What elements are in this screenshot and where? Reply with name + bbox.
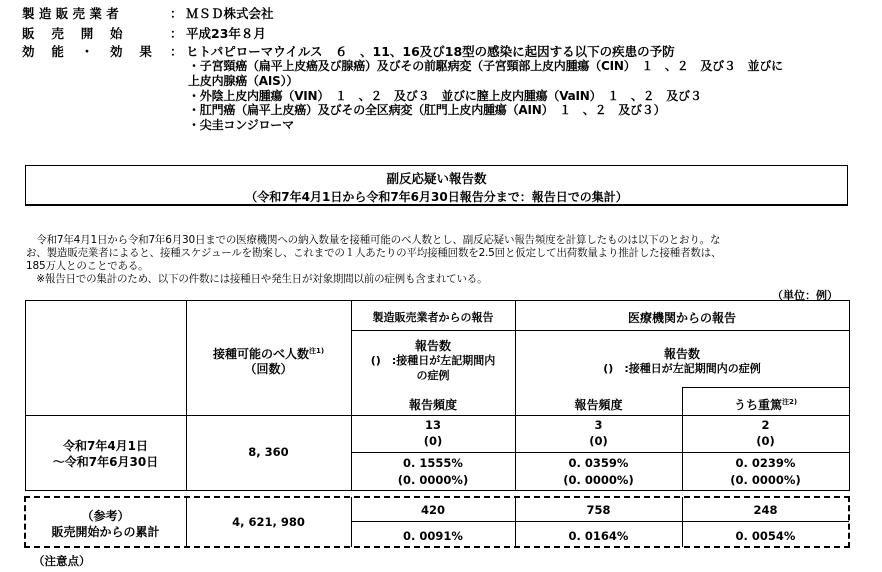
cumulative-serious-count: 248 [753, 503, 778, 517]
unit-label: （単位：例） [772, 289, 838, 302]
table-border [682, 387, 850, 388]
table-border [25, 415, 850, 416]
table-border [849, 300, 850, 490]
report-title: 副反応疑い報告数 [386, 171, 487, 186]
cases-note: の症例 [416, 369, 450, 382]
serious-count: 2 [761, 418, 770, 432]
serious-label: うち重篤 [733, 398, 782, 412]
report-title-box [25, 165, 848, 205]
table-border [351, 452, 850, 453]
efficacy-label: 効 能 ・ 効 果 [22, 44, 152, 59]
cumulative-mfr-frequency: 0. 0091% [403, 529, 463, 543]
report-count-header: 報告数 [663, 347, 700, 361]
efficacy-bullet: ・肛門癌（扁平上皮癌）及びその全区病変（肛門上皮内腫瘍（AIN） １ 、２ 及び３） [188, 103, 666, 117]
report-period: （令和7年4月1日から令和7年6月30日報告分まで：報告日での集計） [245, 190, 628, 204]
note-mark: 注2) [781, 398, 798, 406]
cumulative-label: 販売開始からの累計 [51, 525, 160, 539]
mfr-frequency-paren: (0. 0000%) [397, 473, 469, 487]
table-border [351, 521, 849, 522]
medical-reports-header: 医療機関からの報告 [627, 311, 736, 325]
divider [25, 205, 848, 206]
med-count-paren: (0) [589, 434, 608, 448]
report-count-header: 報告数 [414, 339, 451, 353]
serious-header [682, 396, 849, 413]
paren-note: () :接種日が左記期間内 [370, 354, 496, 367]
efficacy-bullet: ・子宮頸癌（扁平上皮癌及び腺癌）及びその前駆病変（子宮頸部上皮内腫瘍（CIN） １ 、２ 及び３ 並びに [188, 59, 783, 73]
vaccinations-label: 接種可能のべ人数 [212, 347, 309, 361]
period-end: ～令和7年6月30日 [52, 455, 159, 469]
table-border [186, 300, 187, 490]
serious-frequency: 0. 0239% [735, 456, 796, 470]
manufacturer-value: ＭＳＤ株式会社 [186, 6, 274, 21]
efficacy-bullet: ・外陰上皮内腫瘍（VIN） １ 、２ 及び３ 並びに膣上皮内腫瘍（VaIN） １ 、２ 及び３ [188, 89, 702, 103]
mfr-count: 13 [424, 418, 441, 432]
colon: ： [170, 26, 183, 41]
description-line: お、製造販売業者によると、接種スケジュールを勘案し、これまでの１人あたりの平均接種回数を2.5回と仮定して出荷数量より推計した接種者数は、 [26, 247, 722, 259]
mfr-frequency: 0. 1555% [403, 456, 463, 470]
cumulative-serious-frequency: 0. 0054% [735, 529, 796, 543]
table-border [351, 330, 850, 331]
serious-frequency-paren: (0. 0000%) [730, 473, 801, 487]
vaccinations-value: 8, 360 [248, 445, 289, 459]
paren-note: () :接種日が左記期間内の症例 [603, 362, 761, 375]
serious-count-paren: (0) [756, 434, 775, 448]
cumulative-med-count: 758 [586, 503, 611, 517]
manufacturer-label: 製 造 販 売 業 者 [22, 6, 119, 21]
launch-row [22, 24, 266, 42]
manufacturer-reports-header: 製造販売業者からの報告 [372, 311, 494, 324]
frequency-header: 報告頻度 [408, 398, 457, 412]
cumulative-vaccinations: 4, 621, 980 [232, 515, 305, 529]
efficacy-bullet: 上皮内腺癌（AIS）） [188, 74, 299, 88]
launch-value: 平成23年８月 [186, 26, 266, 41]
med-frequency: 0. 0359% [568, 456, 629, 470]
table-border [25, 300, 850, 301]
cumulative-med-frequency: 0. 0164% [568, 529, 629, 543]
launch-label: 販 売 開 始 [22, 26, 123, 41]
manufacturer-row [22, 4, 274, 22]
period-start: 令和7年4月1日 [62, 439, 149, 453]
table-border [25, 490, 850, 491]
notes-heading: （注意点） [33, 554, 91, 568]
frequency-header: 報告頻度 [574, 398, 623, 412]
description-line: 185万人とのことである。 [26, 260, 149, 272]
efficacy-value: ヒトパピローマウイルス ６ 、11、16及び18型の感染に起因する以下の疾患の予防 [186, 44, 675, 59]
note-mark: 注1) [308, 347, 325, 355]
colon: ： [170, 6, 183, 21]
cumulative-label: （参考） [81, 509, 130, 523]
efficacy-bullet: ・尖圭コンジローマ [188, 118, 294, 132]
mfr-count-paren: (0) [423, 434, 443, 448]
description-line: 令和7年4月1日から令和7年6月30日までの医療機関への納入数量を接種可能のべ人数とし、副反応疑い報告頻度を計算したものは以下のとおり。な [26, 234, 721, 246]
description-line: ※報告日での集計のため、以下の件数には接種日や発生日が対象期間以前の症例も含まれている。 [26, 273, 488, 285]
colon: ： [170, 44, 183, 59]
med-count: 3 [594, 418, 603, 432]
med-frequency-paren: (0. 0000%) [563, 473, 634, 487]
cumulative-mfr-count: 420 [420, 503, 445, 517]
vaccinations-unit: （回数） [244, 362, 293, 376]
